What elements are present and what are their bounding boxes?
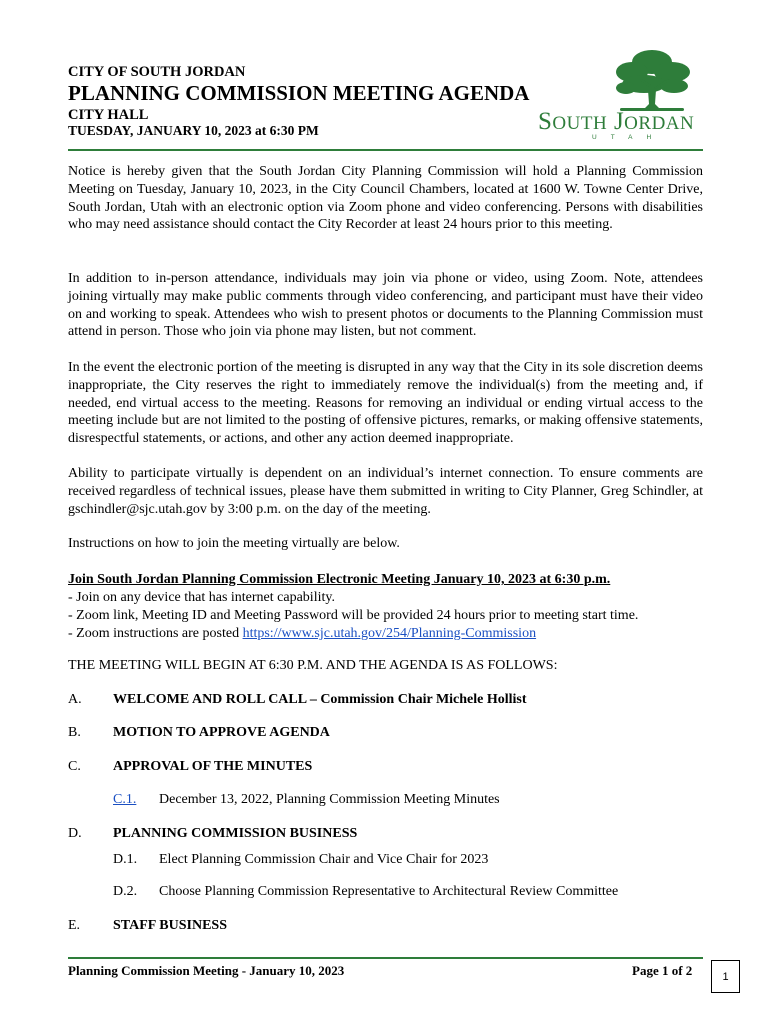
attendance-paragraph: In addition to in-person attendance, individuals may join via phone or video, using Zoom. Note, attendees joining virtually may make public comments through video conferencing, and participant must have their video on and working to speak. Attendees who wish to present photos or documents to the Planning Commission must attend in person. Those who join via phone may listen, but not comment. — [68, 271, 703, 340]
footer-meeting-label: Planning Commission Meeting - January 10, 2023 — [68, 963, 345, 978]
agenda-item-staff: STAFF BUSINESS — [113, 918, 227, 933]
footer-divider — [68, 957, 703, 959]
meeting-location: CITY HALL — [68, 107, 149, 123]
logo-letter-s: S — [538, 108, 553, 135]
logo-letters-ordan: ORDAN — [624, 113, 695, 134]
notice-paragraph: Notice is hereby given that the South Jordan City Planning Commission will hold a Planning Commission Meeting on Tuesday, January 10, 2023, in the City Council Chambers, located at 1600 W. Towne Center Drive, South Jordan, Utah with an electronic option via Zoom phone and video conferencing. Persons with disabilities who may need assistance should contact the City Recorder at least 24 hours prior to this meeting. — [68, 164, 703, 233]
join-line-3 — [68, 626, 536, 642]
agenda-intro: THE MEETING WILL BEGIN AT 6:30 P.M. AND THE AGENDA IS AS FOLLOWS: — [68, 658, 558, 673]
zoom-instructions-link[interactable]: https://www.sjc.utah.gov/254/Planning-Commission — [242, 626, 537, 641]
agenda-item-approve-agenda: MOTION TO APPROVE AGENDA — [113, 725, 330, 740]
page-number-tab[interactable]: 1 — [711, 960, 740, 993]
instructions-line: Instructions on how to join the meeting virtually are below. — [68, 536, 400, 551]
page-title: PLANNING COMMISSION MEETING AGENDA — [68, 81, 530, 105]
logo-letter-j: J — [607, 108, 625, 135]
agenda-letter-c: C. — [68, 759, 81, 774]
agenda-letter-d: D. — [68, 826, 82, 841]
agenda-subitem-d1-num: D.1. — [113, 852, 138, 867]
join-line-1: - Join on any device that has internet capability. — [68, 590, 335, 605]
join-heading: Join South Jordan Planning Commission Electronic Meeting January 10, 2023 at 6:30 p.m. — [68, 572, 611, 587]
city-name: CITY OF SOUTH JORDAN — [68, 64, 246, 80]
participation-paragraph: Ability to participate virtually is dependent on an individual’s internet connection. To ensure comments are received regardless of technical issues, please have them submitted in writing to City Planner, Greg Schindler, at gschindler@sjc.utah.gov by 3:00 p.m. on the day of the meeting. — [68, 466, 703, 517]
header-divider — [68, 149, 703, 151]
zoom-instructions-prefix: - Zoom instructions are posted — [68, 626, 243, 641]
agenda-subitem-c1-link[interactable]: C.1. — [113, 792, 137, 807]
meeting-datetime: TUESDAY, JANUARY 10, 2023 at 6:30 PM — [68, 123, 319, 138]
logo-wordmark — [538, 108, 694, 136]
agenda-item-welcome: WELCOME AND ROLL CALL – Commission Chair Michele Hollist — [113, 692, 527, 707]
agenda-letter-e: E. — [68, 918, 81, 933]
agenda-item-business: PLANNING COMMISSION BUSINESS — [113, 826, 358, 841]
agenda-subitem-d2-num: D.2. — [113, 884, 138, 899]
agenda-item-minutes: APPROVAL OF THE MINUTES — [113, 759, 313, 774]
join-line-2: - Zoom link, Meeting ID and Meeting Password will be provided 24 hours prior to meeting start time. — [68, 608, 639, 623]
disruption-paragraph: In the event the electronic portion of the meeting is disrupted in any way that the City in its sole discretion deems inappropriate, the City reserves the right to immediately remove the individual(s) from the meeting and, if needed, end virtual access to the meeting. Reasons for removing an individual or ending virtual access to the meeting include but are not limited to the posting of offensive pictures, remarks, or making offensive statements, disrespectful statements, or actions, and other any action deemed inappropriate. — [68, 360, 703, 447]
agenda-subitem-d2-text: Choose Planning Commission Representative to Architectural Review Committee — [159, 884, 619, 899]
logo-letters-outh: OUTH — [552, 113, 608, 134]
agenda-subitem-d1-text: Elect Planning Commission Chair and Vice Chair for 2023 — [159, 852, 489, 867]
agenda-letter-b: B. — [68, 725, 81, 740]
logo-state: UTAH — [592, 134, 666, 141]
agenda-subitem-c1-text: December 13, 2022, Planning Commission Meeting Minutes — [159, 792, 500, 807]
agenda-letter-a: A. — [68, 692, 82, 707]
footer-page-count: Page 1 of 2 — [632, 963, 693, 978]
